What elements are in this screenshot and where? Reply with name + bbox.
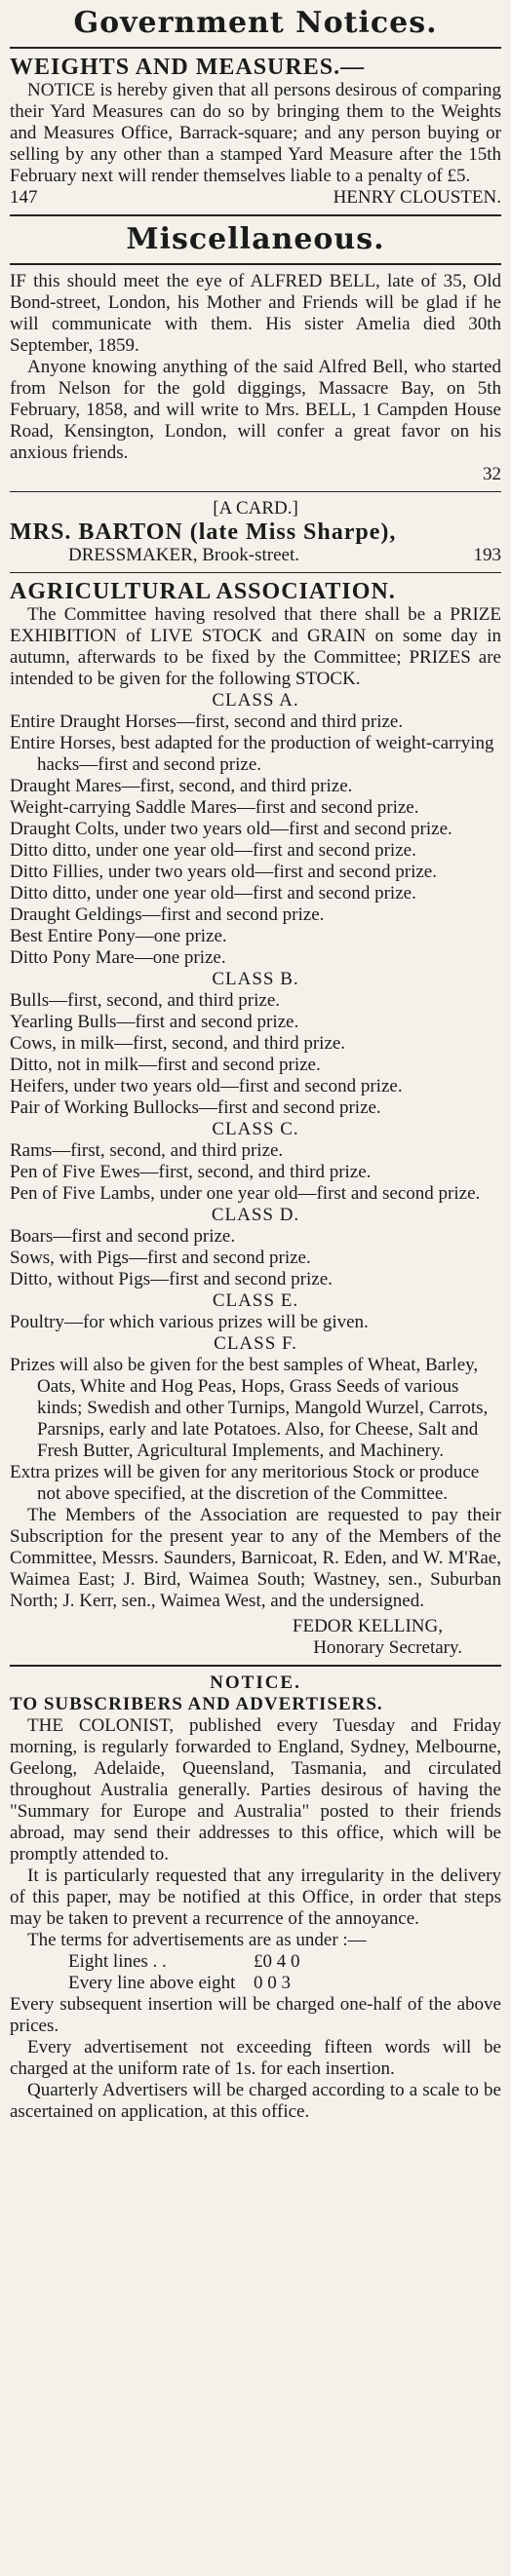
- list-item: Entire Horses, best adapted for the production of weight-carrying hacks—first and second prize.: [10, 733, 494, 775]
- list-item: Draught Colts, under two years old—first and second prize.: [10, 819, 452, 839]
- class-b-heading: CLASS B.: [212, 969, 299, 989]
- agri-signatory-title: Honorary Secretary.: [313, 1637, 462, 1658]
- list-item: Entire Draught Horses—first, second and third prize.: [10, 711, 404, 732]
- notice-paragraph-terms: The terms for advertisements are as under :—: [27, 1930, 367, 1950]
- list-item: Cows, in milk—first, second, and third prize.: [10, 1033, 346, 1054]
- alfred-bell-ref: 32: [483, 464, 501, 484]
- terms-row: [10, 1973, 501, 1994]
- list-item: Poultry—for which various prizes will be given.: [10, 1312, 369, 1332]
- class-f-heading: CLASS F.: [214, 1333, 297, 1354]
- list-item: Ditto Pony Mare—one prize.: [10, 947, 226, 968]
- list-item: Pen of Five Ewes—first, second, and third prize.: [10, 1162, 372, 1182]
- terms-amount: 0 0 3: [254, 1973, 291, 1993]
- divider: [10, 491, 501, 492]
- list-item: Boars—first and second prize.: [10, 1226, 236, 1247]
- subscribers-notice-section: [10, 1672, 501, 2123]
- section-title-miscellaneous: Miscellaneous.: [126, 222, 385, 256]
- list-item: Pair of Working Bullocks—first and second prize.: [10, 1097, 381, 1118]
- alfred-bell-notice: IF this should meet the eye of ALFRED BELL, late of 35, Old Bond-street, London, his Mother and Friends will be glad if he will communicate with them. His sister Amelia died 30th September, 1859.: [10, 271, 501, 356]
- class-c-heading: CLASS C.: [212, 1119, 299, 1139]
- agri-members-request: The Members of the Association are requested to pay their Subscription for the present year to any of the Members of the Committee, Messrs. Saunders, Barnicoat, R. Eden, and W. M'Rae, Waimea East; J. Bird, Waimea South; Wastney, sen., Suburban North; J. Kerr, sen., Waimea West, and the undersigned.: [10, 1505, 501, 1611]
- terms-row: [10, 1951, 501, 1973]
- notice-paragraph-irregularity: It is particularly requested that any irregularity in the delivery of this paper, may be notified at this Office, in order that steps may be taken to prevent a recurrence of the annoyance.: [10, 1865, 501, 1929]
- alfred-bell-notice-continued: Anyone knowing anything of the said Alfred Bell, who started from Nelson for the gold diggings, Massacre Bay, on 5th February, 1858, and will write to Mrs. BELL, 1 Campden House Road, Kensington, London, will confer a great favor on his anxious friends.: [10, 357, 501, 463]
- list-item: Rams—first, second, and third prize.: [10, 1140, 284, 1161]
- barton-headline: MRS. BARTON (late Miss Sharpe),: [10, 519, 397, 545]
- class-a-heading: CLASS A.: [212, 690, 299, 711]
- class-f-list: [10, 1355, 501, 1505]
- list-item: Ditto ditto, under one year old—first and second prize.: [10, 840, 416, 861]
- list-item: Ditto, not in milk—first and second prize.: [10, 1055, 321, 1075]
- class-c-list: [10, 1140, 501, 1205]
- notice-paragraph-circulation: THE COLONIST, published every Tuesday and Friday morning, is regularly forwarded to England, Sydney, Melbourne, Geelong, Adelaide, Queensland, Tasmania, and circulated throughout Australia generally. Parties desirous of having the "Summary for Europe and Australia" posted to their friends abroad, may send their addresses to this office, which will be promptly attended to.: [10, 1715, 501, 1865]
- agri-intro: The Committee having resolved that there shall be a PRIZE EXHIBITION of LIVE STOCK and GRAIN on some day in autumn, afterwards to be fixed by the Committee; PRIZES are intended to be given for the following STOCK.: [10, 604, 501, 689]
- divider: [10, 572, 501, 573]
- class-e-heading: CLASS E.: [212, 1290, 299, 1311]
- class-b-list: [10, 990, 501, 1119]
- class-a-list: [10, 711, 501, 969]
- class-d-heading: CLASS D.: [211, 1205, 300, 1225]
- notice-paragraph-quarterly: Quarterly Advertisers will be charged according to a scale to be ascertained on application, at this office.: [10, 2080, 501, 2122]
- agricultural-association-section: [10, 579, 501, 1667]
- barton-footer: [10, 545, 501, 566]
- list-item: Ditto Fillies, under two years old—first and second prize.: [10, 862, 437, 882]
- section-title-government: Government Notices.: [73, 6, 438, 40]
- divider: [10, 47, 501, 49]
- list-item: Extra prizes will be given for any meritorious Stock or produce not above specified, at the discretion of the Committee.: [10, 1462, 480, 1504]
- divider: [10, 263, 501, 265]
- list-item: Bulls—first, second, and third prize.: [10, 990, 281, 1011]
- miscellaneous-section: [10, 222, 501, 573]
- list-item: Best Entire Pony—one prize.: [10, 926, 227, 946]
- notice-paragraph-subsequent: Every subsequent insertion will be charged one-half of the above prices.: [10, 1994, 501, 2036]
- terms-label: Every line above eight: [68, 1973, 236, 1993]
- terms-label: Eight lines . .: [68, 1951, 167, 1972]
- list-item: Heifers, under two years old—first and second prize.: [10, 1076, 403, 1096]
- list-item: Weight-carrying Saddle Mares—first and second prize.: [10, 797, 419, 818]
- list-item: Pen of Five Lambs, under one year old—first and second prize.: [10, 1183, 481, 1204]
- list-item: Ditto ditto, under one year old—first and second prize.: [10, 883, 416, 904]
- weights-measures-headline: WEIGHTS AND MEASURES.—: [10, 55, 366, 80]
- class-e-list: [10, 1312, 501, 1333]
- class-d-list: [10, 1226, 501, 1290]
- terms-amount: £0 4 0: [254, 1951, 300, 1972]
- notice-paragraph-fifteen-words: Every advertisement not exceeding fifteen words will be charged at the uniform rate of 1s. for each insertion.: [10, 2037, 501, 2079]
- barton-trade: DRESSMAKER, Brook-street.: [68, 545, 299, 565]
- list-item: Sows, with Pigs—first and second prize.: [10, 1248, 311, 1268]
- weights-measures-body: NOTICE is hereby given that all persons desirous of comparing their Yard Measures can do so by bringing them to the Weights and Measures Office, Barrack-square; and any person buying or selling by any other than a stamped Yard Measure after the 15th February next will render themselves liable to a penalty of £5.: [10, 80, 501, 186]
- barton-ref: 193: [473, 545, 501, 565]
- notice-subtitle: TO SUBSCRIBERS AND ADVERTISERS.: [10, 1694, 383, 1714]
- agri-headline: AGRICULTURAL ASSOCIATION.: [10, 579, 396, 604]
- notice-footer: [10, 187, 501, 209]
- divider: [10, 214, 501, 216]
- newspaper-page: [0, 6, 511, 2576]
- card-label: [A CARD.]: [213, 498, 298, 519]
- notice-title: NOTICE.: [210, 1672, 301, 1693]
- list-item: Ditto, without Pigs—first and second prize.: [10, 1269, 333, 1289]
- notice-ref: 147: [10, 187, 38, 208]
- divider: [10, 1665, 501, 1667]
- list-item: Yearling Bulls—first and second prize.: [10, 1012, 299, 1032]
- agri-signatory: FEDOR KELLING,: [292, 1616, 443, 1636]
- list-item: Prizes will also be given for the best samples of Wheat, Barley, Oats, White and Hog Peas, Hops, Grass Seeds of various kinds; Swedish and other Turnips, Mangold Wurzel, Carrots, Parsnips, early and late Potatoes. Also, for Cheese, Salt and Fresh Butter, Agricultural Implements, and Machinery.: [10, 1355, 489, 1461]
- government-notices-section: [10, 6, 501, 216]
- list-item: Draught Mares—first, second, and third prize.: [10, 776, 353, 796]
- list-item: Draught Geldings—first and second prize.: [10, 904, 325, 925]
- notice-signatory: HENRY CLOUSTEN.: [333, 187, 501, 208]
